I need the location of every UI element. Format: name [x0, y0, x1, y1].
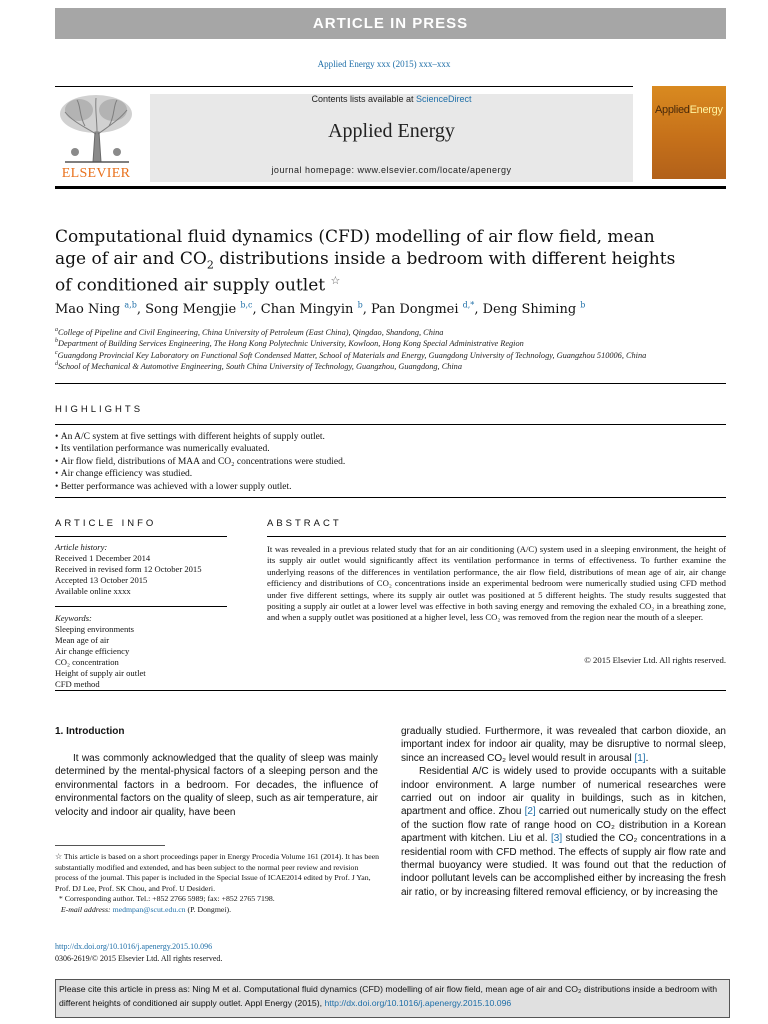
affiliation-mark: c [55, 350, 58, 357]
journal-homepage[interactable]: journal homepage: www.elsevier.com/locate/apenergy [271, 165, 512, 175]
footnote-star [55, 852, 380, 894]
list-item: CFD method [55, 679, 100, 689]
affiliation-mark: b [55, 338, 58, 345]
keywords-list [55, 613, 227, 690]
list-item: Available online xxxx [55, 586, 131, 596]
title-line-1: Computational fluid dynamics (CFD) modelling of air flow field, mean [55, 227, 655, 247]
author [483, 302, 586, 317]
abstract-text: It was revealed in a previous related study that for an air conditioning (A/C) system used in a sleeping environment, the height of its supply air outlet would significantly affect its ventilation performance in terms of effectiveness. To further examine the underlying reasons of the differences in ventilation performance, the air flow field, distributions of mean age of air, air change efficiency and distributions of CO₂ concentrations inside an experimental bedroom were numerically studied using CFD method under five different settings, where its supply air outlet was positioned at 5 different heights. The study results suggested that positing a supply air outlet at a lower level was effective in both saving energy and removing the exhaled CO₂ in a breathing zone, and when a supply outlet was positioned at a higher level, less CO₂ was removed from the region near the mouth of a sleeper. [267, 544, 726, 623]
divider [55, 424, 726, 425]
divider [55, 536, 227, 537]
highlights-list [55, 431, 735, 493]
journal-name: Applied Energy [328, 120, 455, 142]
title-line-2 [55, 248, 695, 270]
divider [267, 536, 726, 537]
affiliation-mark: a [55, 327, 58, 334]
abstract-heading: ABSTRACT [267, 518, 342, 529]
author: Song Mengjie $^{b,c}$, [145, 300, 261, 317]
highlights-heading: HIGHLIGHTS [55, 404, 144, 415]
author-name: Pan Dongmei [370, 302, 459, 317]
author-name: Song Mengjie [145, 302, 237, 317]
journal-masthead [150, 94, 633, 182]
elsevier-tree-icon [55, 92, 137, 164]
reference-link[interactable]: [1] [634, 752, 646, 764]
title-line-3-text: of conditioned air supply outlet [55, 275, 326, 296]
abstract-copyright: © 2015 Elsevier Ltd. All rights reserved. [584, 655, 726, 665]
divider [55, 606, 227, 607]
affiliation-list [55, 327, 735, 373]
keywords-label: Keywords: [55, 613, 92, 623]
reference-link[interactable]: [3] [550, 833, 563, 845]
affiliation [55, 327, 735, 338]
list-item: • Air change efficiency was studied. [55, 468, 735, 480]
affiliation-text: Department of Building Services Engineering, The Hong Kong Polytechnic University, Kowloon, Hong Kong Special Administrative Region [58, 339, 524, 349]
paragraph-text: . [645, 752, 649, 764]
title-line-2-a: age of air and CO [55, 249, 207, 269]
list-item: • Its ventilation performance was numerically evaluated. [55, 443, 735, 455]
masthead-top-rule [55, 86, 633, 87]
paragraph-text: gradually studied. Furthermore, it was revealed that carbon dioxide, an important index for indoor air quality, may be disruptive to normal sleep, since an increased CO₂ level would result in arousal [401, 726, 726, 764]
citation-doi-link[interactable]: http://dx.doi.org/10.1016/j.apenergy.2015.10.096 [324, 998, 512, 1008]
author: Mao Ning $^{a,b}$, [55, 300, 146, 317]
divider [55, 690, 726, 691]
footnote-email [55, 905, 380, 916]
divider [55, 497, 726, 498]
journal-cover-image [652, 86, 726, 179]
cover-title [655, 104, 723, 116]
author-affil-mark[interactable]: d,* [462, 300, 475, 310]
masthead-bottom-rule [55, 186, 726, 189]
list-item: • An A/C system at five settings with different heights of supply outlet. [55, 431, 735, 443]
title-line-3 [55, 270, 695, 297]
affiliation-text: College of Pipeline and Civil Engineering, China University of Petroleum (East China), Qingdao, Shandong, China [58, 328, 444, 337]
author: Chan Mingyin $^b$, [260, 300, 371, 317]
list-item: Height of supply air outlet [55, 668, 146, 678]
paragraph-text: Residential A/C is widely used to provide occupants with a suitable indoor environment. A large number of numerical researches were carried out on indoor air quality in buildings, such as in kitchen, apartment and office. Zhou [401, 766, 726, 818]
citation-box [55, 979, 730, 1018]
affiliation-text: Guangdong Provincial Key Laboratory on Functional Soft Condensed Matter, School of Materials and Energy, Guangdong University of Technology, Guangzhou 510006, China [57, 350, 647, 360]
affiliation [55, 350, 735, 361]
cover-title-energy: Energy [689, 104, 723, 116]
title-line-2-b: distributions inside a bedroom with different heights [213, 249, 676, 269]
footnote-text: Corresponding author. Tel.: +852 2766 5989; fax: +852 2765 7198. [64, 894, 275, 904]
article-history-label: Article history: [55, 542, 108, 552]
list-item: CO₂ concentration [55, 657, 119, 667]
list-item: Mean age of air [55, 635, 110, 645]
email-link[interactable]: medmpan@scut.edu.cn [112, 904, 186, 914]
footnote-corresponding: * Corresponding author. Tel.: +852 2766 5989; fax: +852 2765 7198. [55, 894, 275, 904]
footnote-divider [55, 845, 165, 846]
author-affil-mark[interactable]: b [357, 300, 363, 310]
author-list [55, 302, 735, 317]
article-in-press-banner: ARTICLE IN PRESS [55, 8, 726, 39]
list-item: Received in revised form 12 October 2015 [55, 564, 202, 574]
paragraph-text: carried out numerically study on the effect of the suction flow rate of range hood on CO₂ distribution in a Korean apartment with kitchen. Liu et al. [401, 806, 726, 845]
reference-link[interactable]: [2] [524, 806, 536, 818]
paper-title [55, 226, 695, 297]
intro-right-paragraph-2 [401, 765, 726, 899]
list-item: Air change efficiency [55, 646, 130, 656]
footnote-star-mark: ☆ [55, 852, 62, 861]
article-history [55, 542, 227, 597]
affiliation-text: School of Mechanical & Automotive Engineering, South China University of Technology, Guangzhou, Guangdong, China [58, 362, 462, 372]
list-item: Received 1 December 2014 [55, 553, 151, 563]
list-item: Accepted 13 October 2015 [55, 575, 148, 585]
author-affil-mark[interactable]: b [580, 300, 586, 310]
divider [55, 383, 726, 384]
affiliation-mark: d [55, 361, 58, 368]
intro-right-paragraph-1 [401, 725, 726, 765]
footnotes [55, 852, 380, 916]
author-name: Mao Ning [55, 302, 121, 317]
intro-right-column [401, 725, 726, 899]
author-name: Deng Shiming [482, 302, 577, 317]
journal-reference-link[interactable]: Applied Energy xxx (2015) xxx–xxx [317, 59, 451, 69]
elsevier-logo [55, 92, 137, 180]
doi-block [55, 941, 380, 964]
list-item: • Air flow field, distributions of MAA and CO₂ concentrations were studied. [55, 456, 735, 468]
author-name: Chan Mingyin [260, 302, 354, 317]
cover-title-applied: Applied [655, 104, 690, 116]
sciencedirect-link[interactable]: ScienceDirect [416, 94, 472, 104]
intro-left-paragraph: It was commonly acknowledged that the quality of sleep was mainly determined by the mental-physical factors of a sleeping person and the environmental factors in a bedroom. For decades, the influence of environmental factors on the quality of sleep, such as air temperature, air velocity and indoor air quality, have been [55, 753, 378, 818]
list-item: Sleeping environments [55, 624, 135, 634]
doi-link[interactable]: http://dx.doi.org/10.1016/j.apenergy.2015.10.096 [55, 942, 213, 951]
affiliation [55, 338, 735, 349]
contents-prefix: Contents lists available at [311, 94, 417, 104]
author: Pan Dongmei $^{d,*}$, [370, 300, 483, 317]
paragraph-text: studied the CO₂ concentrations in a residential room with CFD method. The effects of supply air flow rate and thermal buoyancy were studied. It was found out that the reduction of indoor pollutant levels can be accomplished either by increasing the fresh air ratio, or by increasing filtered removal efficiency, or by increasing the [401, 833, 726, 898]
footnote-text: This article is based on a short proceedings paper in Energy Procedia Volume 161 (2014). It has been substantially modified and extended, and has been subject to the normal peer review and revision process of the journal. This paper is included in the Special Issue of ICAE2014 edited by Prof. J Yan, Prof. DJ Lee, Prof. SK Chou, and Prof. U Desideri. [55, 852, 380, 893]
contents-available-line [150, 94, 633, 104]
affiliation [55, 361, 735, 372]
section-heading-introduction: 1. Introduction [55, 726, 125, 737]
author-affil-mark[interactable]: a,b [124, 300, 137, 310]
citation-text: Please cite this article in press as: Ning M et al. Computational fluid dynamics (CFD) modelling of air flow field, mean age of air and CO₂ distributions inside a bedroom with different heights of conditioned air supply outlet. Appl Energy (2015), [59, 984, 718, 1008]
issn-copyright: 0306-2619/© 2015 Elsevier Ltd. All rights reserved. [55, 953, 223, 963]
article-info-heading: ARTICLE INFO [55, 518, 157, 529]
title-footnote-star[interactable]: ☆ [330, 274, 341, 287]
title-co2-subscript: 2 [206, 258, 214, 272]
elsevier-wordmark: ELSEVIER [61, 166, 131, 181]
email-label: E-mail address: [60, 904, 111, 914]
list-item: • Better performance was achieved with a lower supply outlet. [55, 481, 735, 493]
author-affil-mark[interactable]: b,c [240, 300, 253, 310]
email-owner: (P. Dongmei). [187, 904, 232, 914]
